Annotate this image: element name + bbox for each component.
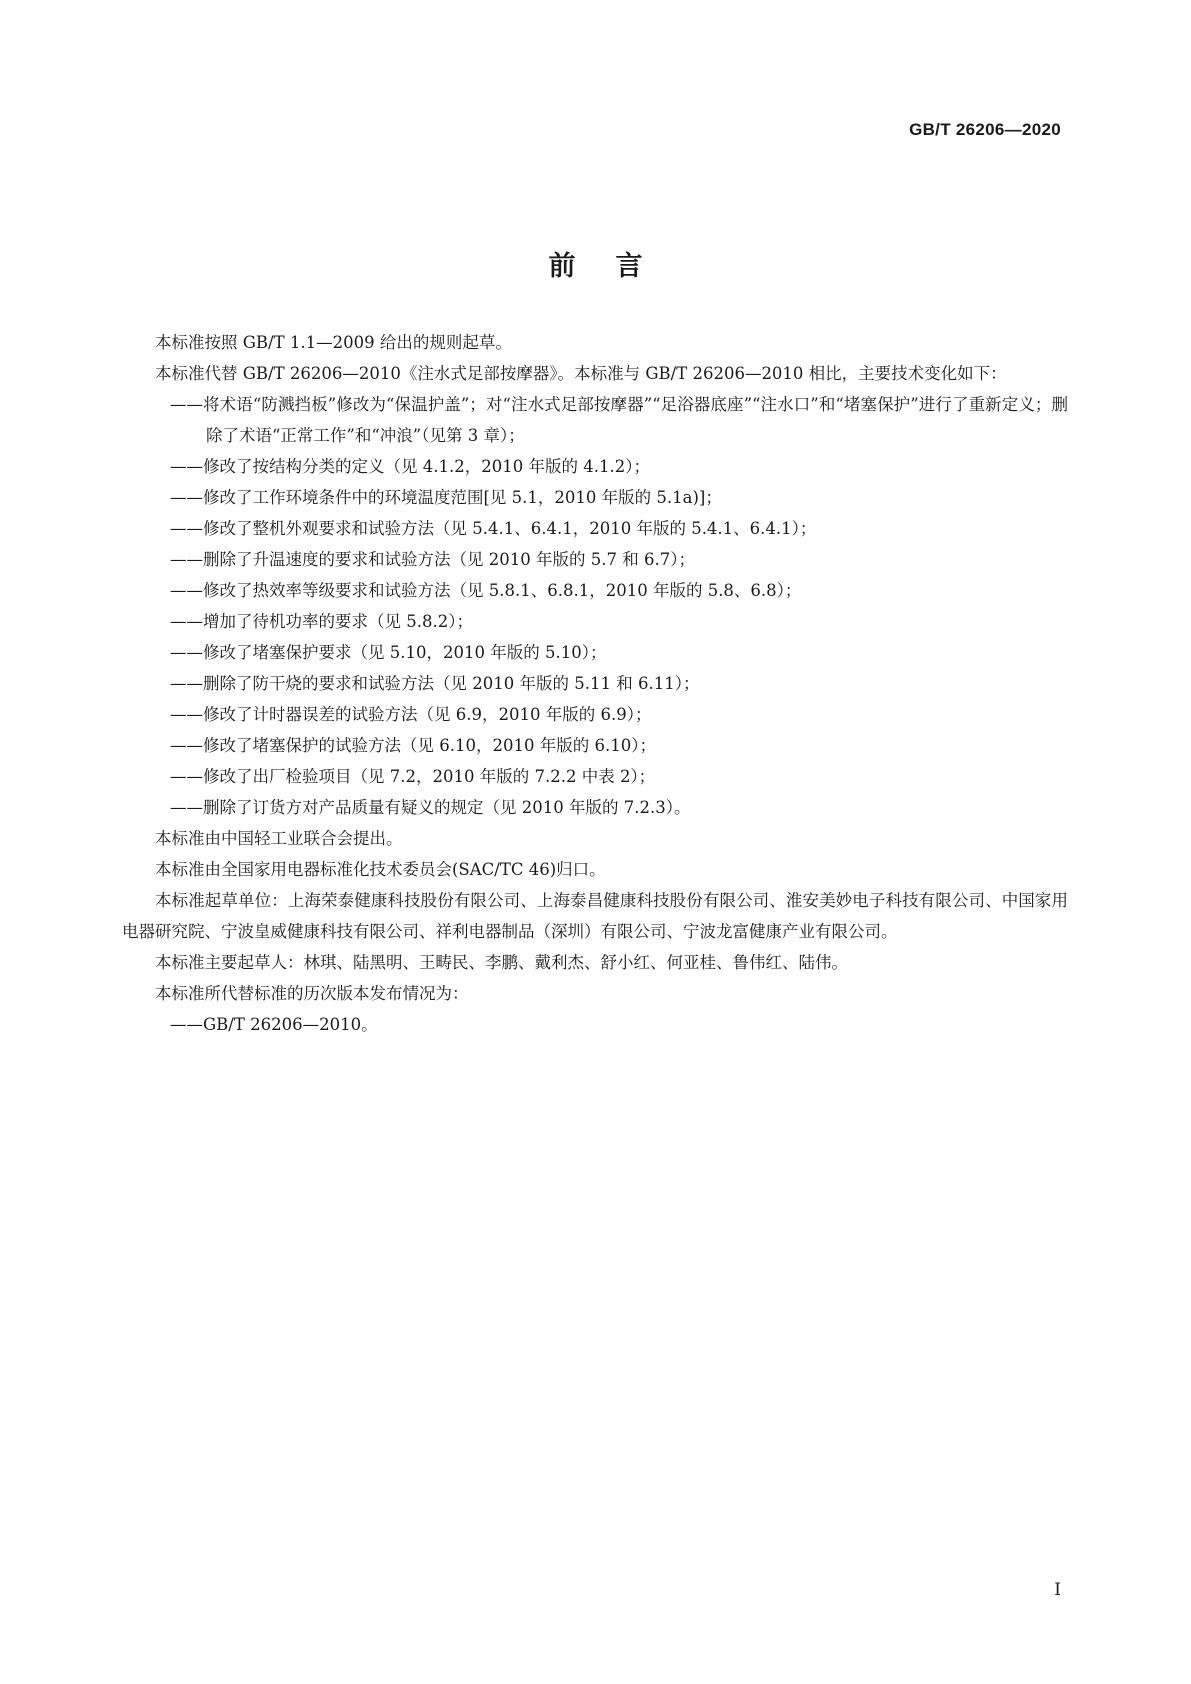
list-item: ——修改了工作环境条件中的环境温度范围[见 5.1，2010 年版的 5.1a)]；	[170, 488, 722, 507]
list-item: ——修改了整机外观要求和试验方法（见 5.4.1、6.4.1，2010 年版的 5.4.1、6.4.1）；	[170, 519, 817, 538]
list-item: ——修改了热效率等级要求和试验方法（见 5.8.1、6.8.1，2010 年版的 5.8、6.8）；	[170, 581, 802, 600]
paragraph-jurisdiction: 本标准由全国家用电器标准化技术委员会(SAC/TC 46)归口。	[155, 860, 606, 879]
paragraph-proposer: 本标准由中国轻工业联合会提出。	[155, 829, 403, 848]
paragraph-drafting-units: 本标准起草单位：上海荣泰健康科技股份有限公司、上海泰昌健康科技股份有限公司、淮安美妙电子科技有限公司、中国家用电器研究院、宁波皇威健康科技有限公司、祥利电器制品（深圳）有限公司、宁波龙富健康产业有限公司。	[122, 891, 1068, 941]
list-item: ——增加了待机功率的要求（见 5.8.2）；	[170, 612, 473, 631]
paragraph-replacement: 本标准代替 GB/T 26206—2010《注水式足部按摩器》。本标准与 GB/T 26206—2010 相比，主要技术变化如下：	[155, 364, 1007, 383]
history-list	[122, 1009, 1068, 1040]
list-item: ——修改了堵塞保护要求（见 5.10，2010 年版的 5.10）；	[170, 643, 607, 662]
list-item: ——删除了防干烧的要求和试验方法（见 2010 年版的 5.11 和 6.11）；	[170, 674, 700, 693]
standard-code: GB/T 26206—2020	[909, 120, 1061, 139]
list-item: ——修改了堵塞保护的试验方法（见 6.10，2010 年版的 6.10）；	[170, 736, 656, 755]
list-item: ——修改了出厂检验项目（见 7.2，2010 年版的 7.2.2 中表 2）；	[170, 767, 656, 786]
list-item: ——删除了订货方对产品质量有疑义的规定（见 2010 年版的 7.2.3）。	[170, 798, 691, 817]
page-number: I	[1054, 1580, 1061, 1600]
paragraph-drafting-rules: 本标准按照 GB/T 1.1—2009 给出的规则起草。	[155, 333, 512, 352]
list-item: ——删除了升温速度的要求和试验方法（见 2010 年版的 5.7 和 6.7）；	[170, 550, 695, 569]
paragraph-history-intro: 本标准所代替标准的历次版本发布情况为：	[155, 984, 469, 1003]
foreword-body	[122, 327, 1068, 1040]
page-title: 前言	[548, 251, 683, 283]
list-item: ——修改了按结构分类的定义（见 4.1.2，2010 年版的 4.1.2）；	[170, 457, 650, 476]
list-item: ——GB/T 26206—2010。	[170, 1015, 378, 1034]
paragraph-drafters: 本标准主要起草人：林琪、陆黑明、王畴民、李鹏、戴利杰、舒小红、何亚桂、鲁伟红、陆伟。	[155, 953, 848, 972]
changes-list	[122, 389, 1068, 823]
list-item: ——修改了计时器误差的试验方法（见 6.9，2010 年版的 6.9）；	[170, 705, 652, 724]
list-item: ——将术语“防溅挡板”修改为“保温护盖”；对“注水式足部按摩器”“足浴器底座”“注水口”和“堵塞保护”进行了重新定义；删除了术语“正常工作”和“冲浪”（见第 3 章）；	[170, 395, 1068, 445]
